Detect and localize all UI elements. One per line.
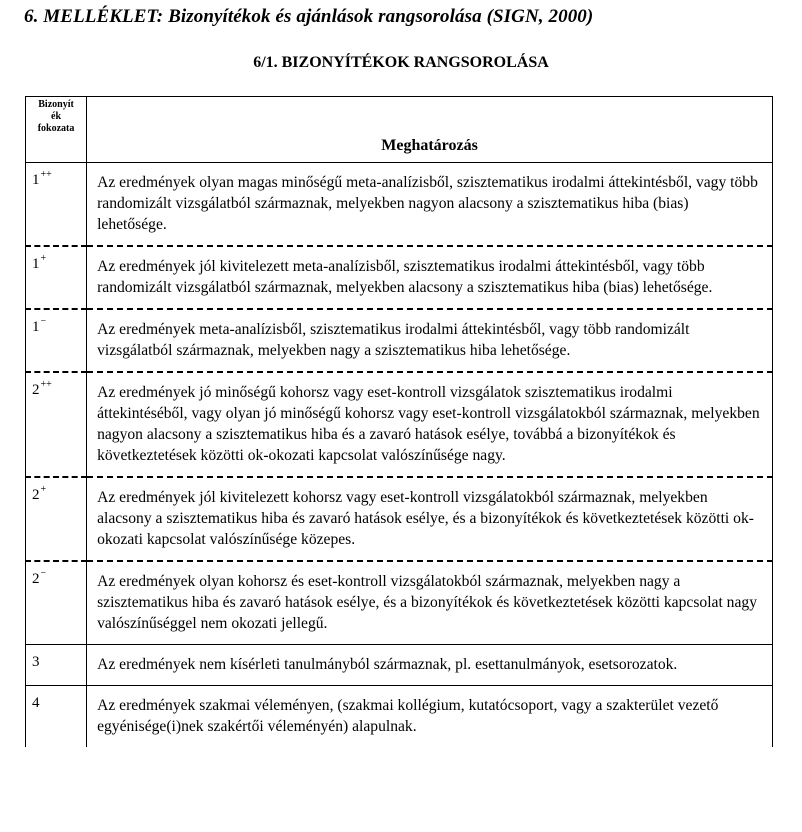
grade-cell xyxy=(26,372,87,477)
grade-header-line: fokozata xyxy=(37,123,75,134)
definition-column-header: Meghatározás xyxy=(87,97,773,163)
table-row xyxy=(26,309,773,372)
grade-cell xyxy=(26,477,87,561)
grade-column-header xyxy=(26,97,87,163)
grade-value: 1 xyxy=(32,172,40,188)
grade-modifier: + xyxy=(40,253,47,264)
grade-cell xyxy=(26,561,87,645)
table-row xyxy=(26,372,773,477)
definition-cell: Az eredmények jól kivitelezett meta-analízisből, szisztematikus irodalmi áttekintésből, vagy több randomizált vizsgálatból származnak, melyekben alacsony a szisztematikus hiba (bias) lehetősége. xyxy=(87,246,773,309)
table-row xyxy=(26,163,773,247)
grade-value: 4 xyxy=(32,695,40,711)
grade-cell xyxy=(26,246,87,309)
grade-modifier: ++ xyxy=(40,379,52,390)
table-row xyxy=(26,686,773,748)
grade-value: 1 xyxy=(32,319,40,335)
grade-modifier: ++ xyxy=(40,169,52,180)
definition-cell: Az eredmények jól kivitelezett kohorsz vagy eset-kontroll vizsgálatokból származnak, melyekben alacsony a szisztematikus hiba és zavaró hatások esélye, és a bizonyítékok és következtetések közötti ok-okozati kapcsolat valószínűsége közepes. xyxy=(87,477,773,561)
definition-cell: Az eredmények nem kísérleti tanulmányból származnak, pl. esettanulmányok, esetsorozatok. xyxy=(87,645,773,686)
evidence-grading-table xyxy=(25,96,773,747)
grade-value: 2 xyxy=(32,571,40,587)
definition-cell: Az eredmények meta-analízisből, szisztematikus irodalmi áttekintésből, vagy több randomizált vizsgálatból származnak, melyekben nagy a szisztematikus hiba lehetősége. xyxy=(87,309,773,372)
grade-modifier: − xyxy=(40,316,47,327)
definition-cell: Az eredmények szakmai véleményen, (szakmai kollégium, kutatócsoport, vagy a szakterület vezető egyénisége(i)nek szakértői véleményén) alapulnak. xyxy=(87,686,773,748)
definition-cell: Az eredmények olyan kohorsz és eset-kontroll vizsgálatokból származnak, melyekben nagy a szisztematikus hiba és zavaró hatások esélye, és a bizonyítékok és következtetések közötti kapcsolat nagy valószínűséggel nem okozati jellegű. xyxy=(87,561,773,645)
grade-cell xyxy=(26,645,87,686)
grade-modifier: + xyxy=(40,484,47,495)
grade-cell xyxy=(26,163,87,247)
table-row xyxy=(26,477,773,561)
grade-cell xyxy=(26,309,87,372)
grade-value: 3 xyxy=(32,654,40,670)
grade-value: 2 xyxy=(32,382,40,398)
grade-header-line: Bizonyít xyxy=(38,99,74,110)
definition-cell: Az eredmények jó minőségű kohorsz vagy eset-kontroll vizsgálatok szisztematikus irodalmi áttekintéséből, vagy olyan jó minőségű kohorsz vagy eset-kontroll vizsgálatokból származnak, melyekben nagyon alacsony a szisztematikus hiba és a zavaró hatások esélye, továbbá a bizonyítékok és következtetések közötti ok-okozati kapcsolat valószínűsége nagy. xyxy=(87,372,773,477)
page-title: 6. MELLÉKLET: Bizonyítékok és ajánlások rangsorolása (SIGN, 2000) xyxy=(24,6,594,27)
grade-header-line: ék xyxy=(51,111,62,122)
table-row xyxy=(26,645,773,686)
section-title: 6/1. BIZONYÍTÉKOK RANGSOROLÁSA xyxy=(253,54,549,71)
grade-modifier: − xyxy=(40,568,47,579)
table-row xyxy=(26,246,773,309)
grade-value: 1 xyxy=(32,256,40,272)
definition-cell: Az eredmények olyan magas minőségű meta-analízisből, szisztematikus irodalmi áttekintésből, vagy több randomizált vizsgálatból származnak, melyekben nagyon alacsony a szisztematikus hiba (bias) lehetősége. xyxy=(87,163,773,247)
table-header-row xyxy=(26,97,773,163)
grade-value: 2 xyxy=(32,487,40,503)
table-row xyxy=(26,561,773,645)
grade-cell xyxy=(26,686,87,748)
